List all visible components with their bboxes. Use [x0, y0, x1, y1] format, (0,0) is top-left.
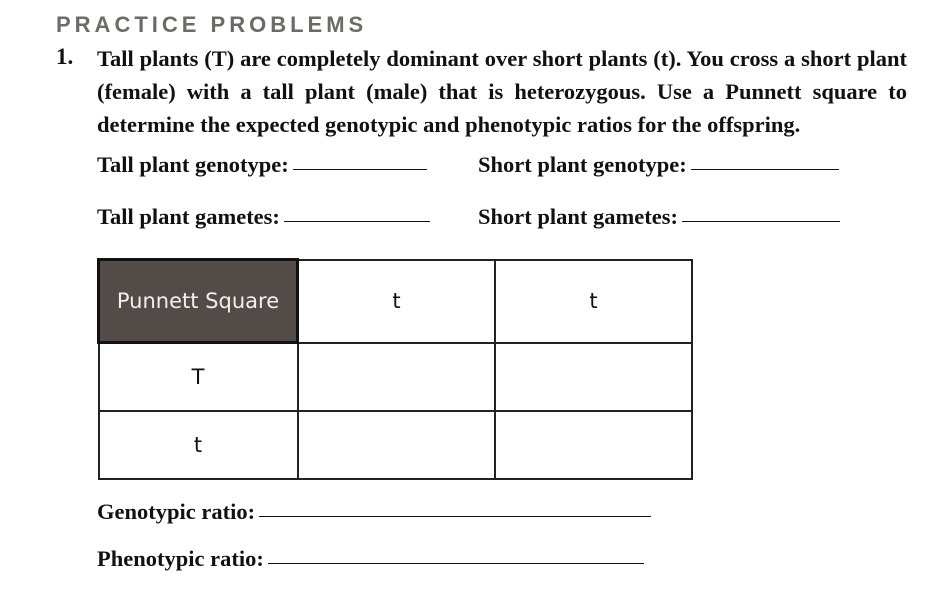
short-genotype-blank[interactable] — [691, 169, 839, 170]
tall-gametes-field — [97, 204, 430, 230]
punnett-row-header: T — [99, 343, 298, 412]
short-genotype-field — [478, 152, 839, 178]
tall-genotype-field — [97, 152, 427, 178]
tall-genotype-blank[interactable] — [293, 169, 427, 170]
punnett-cell[interactable] — [298, 411, 496, 479]
punnett-row — [99, 411, 693, 479]
section-heading: PRACTICE PROBLEMS — [56, 12, 368, 37]
short-genotype-label: Short plant genotype: — [478, 152, 687, 177]
punnett-cell[interactable] — [495, 411, 692, 479]
phenotypic-ratio-field — [97, 546, 644, 572]
genotypic-ratio-blank[interactable] — [259, 516, 651, 517]
phenotypic-ratio-blank[interactable] — [268, 563, 644, 564]
question-text: Tall plants (T) are completely dominant over short plants (t). You cross a short plant (female) with a tall plant (male) that is heterozygous. Use a Punnett square to determine the expected genotypic and phenotypic ratios for the offspring. — [97, 46, 907, 137]
tall-gametes-blank[interactable] — [284, 221, 430, 222]
punnett-row — [99, 343, 693, 412]
punnett-header-row — [99, 260, 693, 343]
punnett-cell[interactable] — [298, 343, 496, 412]
short-gametes-field — [478, 204, 840, 230]
tall-genotype-label: Tall plant genotype: — [97, 152, 289, 177]
short-gametes-label: Short plant gametes: — [478, 204, 678, 229]
punnett-corner-label: Punnett Square — [99, 260, 298, 343]
punnett-cell[interactable] — [495, 343, 692, 412]
genotypic-ratio-field — [97, 499, 651, 525]
punnett-row-header: t — [99, 411, 298, 479]
tall-gametes-label: Tall plant gametes: — [97, 204, 280, 229]
punnett-column-header: t — [298, 260, 496, 343]
genotypic-ratio-label: Genotypic ratio: — [97, 499, 256, 524]
question-number: 1. — [56, 44, 74, 69]
punnett-column-header: t — [495, 260, 692, 343]
short-gametes-blank[interactable] — [682, 221, 840, 222]
phenotypic-ratio-label: Phenotypic ratio: — [97, 546, 264, 571]
punnett-square-table — [97, 258, 693, 480]
